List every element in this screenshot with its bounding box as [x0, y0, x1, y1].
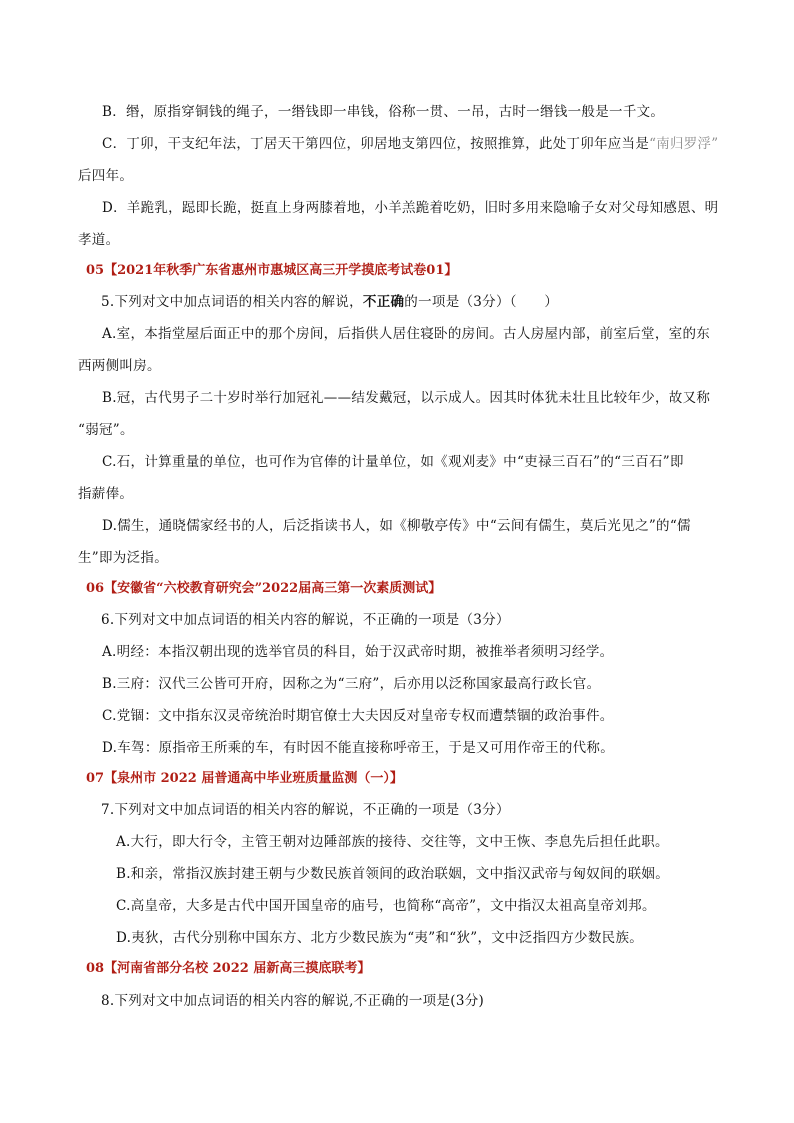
q5-option-a-line2: 西两侧叫房。	[78, 358, 161, 374]
question-7: 7.下列对文中加点词语的相关内容的解说，不正确的一项是（3分）	[101, 802, 510, 818]
option-c-line1	[102, 135, 718, 153]
option-c-line2: 后四年。	[78, 168, 134, 184]
option-c-quote: “南归罗浮”	[649, 136, 719, 152]
question-5-pre: 5.下列对文中加点词语的相关内容的解说，	[101, 294, 363, 310]
section-05-header: 05【2021年秋季广东省惠州市惠城区高三开学摸底考试卷01】	[86, 263, 458, 278]
question-5-bold: 不正确	[362, 294, 405, 310]
option-d-line1: D．羊跪乳，跽即长跪，挺直上身两膝着地，小羊羔跪着吃奶，旧时多用来隐喻子女对父母知感恩、明	[102, 200, 719, 216]
question-5-post: 的一项是（3分）（ ）	[404, 294, 559, 310]
question-6: 6.下列对文中加点词语的相关内容的解说，不正确的一项是（3分）	[101, 612, 510, 628]
section-06-header: 06【安徽省“六校教育研究会”2022届高三第一次素质测试】	[86, 581, 442, 596]
q5-option-b-line2: “弱冠”。	[78, 422, 134, 438]
option-b-text: B．缗，原指穿铜钱的绳子，一缗钱即一串钱，俗称一贯、一吊，古时一缗钱一般是一千文。	[102, 104, 665, 120]
q6-option-b: B.三府：汉代三公皆可开府，因称之为“三府”，后亦用以泛称国家最高行政长官。	[102, 676, 601, 692]
q5-option-d-line1: D.儒生，通晓儒家经书的人，后泛指读书人，如《柳敬亭传》中“云间有儒生，莫后光见之”的“儒	[102, 518, 691, 534]
q6-option-a: A.明经：本指汉朝出现的选举官员的科目，始于汉武帝时期，被推举者须明习经学。	[102, 644, 614, 660]
q5-option-a-line1: A.室，本指堂屋后面正中的那个房间，后指供人居住寝卧的房间。古人房屋内部，前室后堂，室的东	[102, 326, 711, 342]
q7-option-b: B.和亲，常指汉族封建王朝与少数民族首领间的政治联姻，文中指汉武帝与匈奴间的联姻。	[116, 866, 670, 882]
question-8: 8.下列对文中加点词语的相关内容的解说,不正确的一项是(3分)	[101, 993, 485, 1009]
q5-option-c-line2: 指薪俸。	[78, 486, 134, 502]
option-c-text: C．丁卯，干支纪年法，丁居天干第四位，卯居地支第四位，按照推算，此处丁卯年应当是	[102, 136, 650, 152]
q6-option-c: C.党锢：文中指东汉灵帝统治时期官僚士大夫因反对皇帝专权而遭禁锢的政治事件。	[102, 708, 614, 724]
section-07-header: 07【泉州市 2022 届普通高中毕业班质量监测（一）】	[86, 771, 403, 786]
q7-option-d: D.夷狄，古代分别称中国东方、北方少数民族为“夷”和“狄”，文中泛指四方少数民族。	[116, 930, 644, 946]
q6-option-d: D.车驾：原指帝王所乘的车，有时因不能直接称呼帝王，于是又可用作帝王的代称。	[102, 740, 615, 756]
q7-option-a: A.大行，即大行令，主管王朝对边陲部族的接待、交往等，文中王恢、李息先后担任此职。	[116, 834, 669, 850]
q5-option-d-line2: 生”即为泛指。	[78, 550, 169, 566]
q7-option-c: C.高皇帝，大多是古代中国开国皇帝的庙号，也简称“高帝”，文中指汉太祖高皇帝刘邦。	[116, 898, 656, 914]
q5-option-c-line1: C.石，计算重量的单位，也可作为官俸的计量单位，如《观刈麦》中“吏禄三百石”的“三百石”即	[102, 454, 684, 470]
q5-option-b-line1: B.冠，古代男子二十岁时举行加冠礼——结发戴冠，以示成人。因其时体犹未壮且比较年少，故又称	[102, 390, 711, 406]
section-08-header: 08【河南省部分名校 2022 届新高三摸底联考】	[86, 961, 371, 976]
question-5	[101, 293, 558, 311]
option-d-line2: 孝道。	[78, 232, 120, 248]
